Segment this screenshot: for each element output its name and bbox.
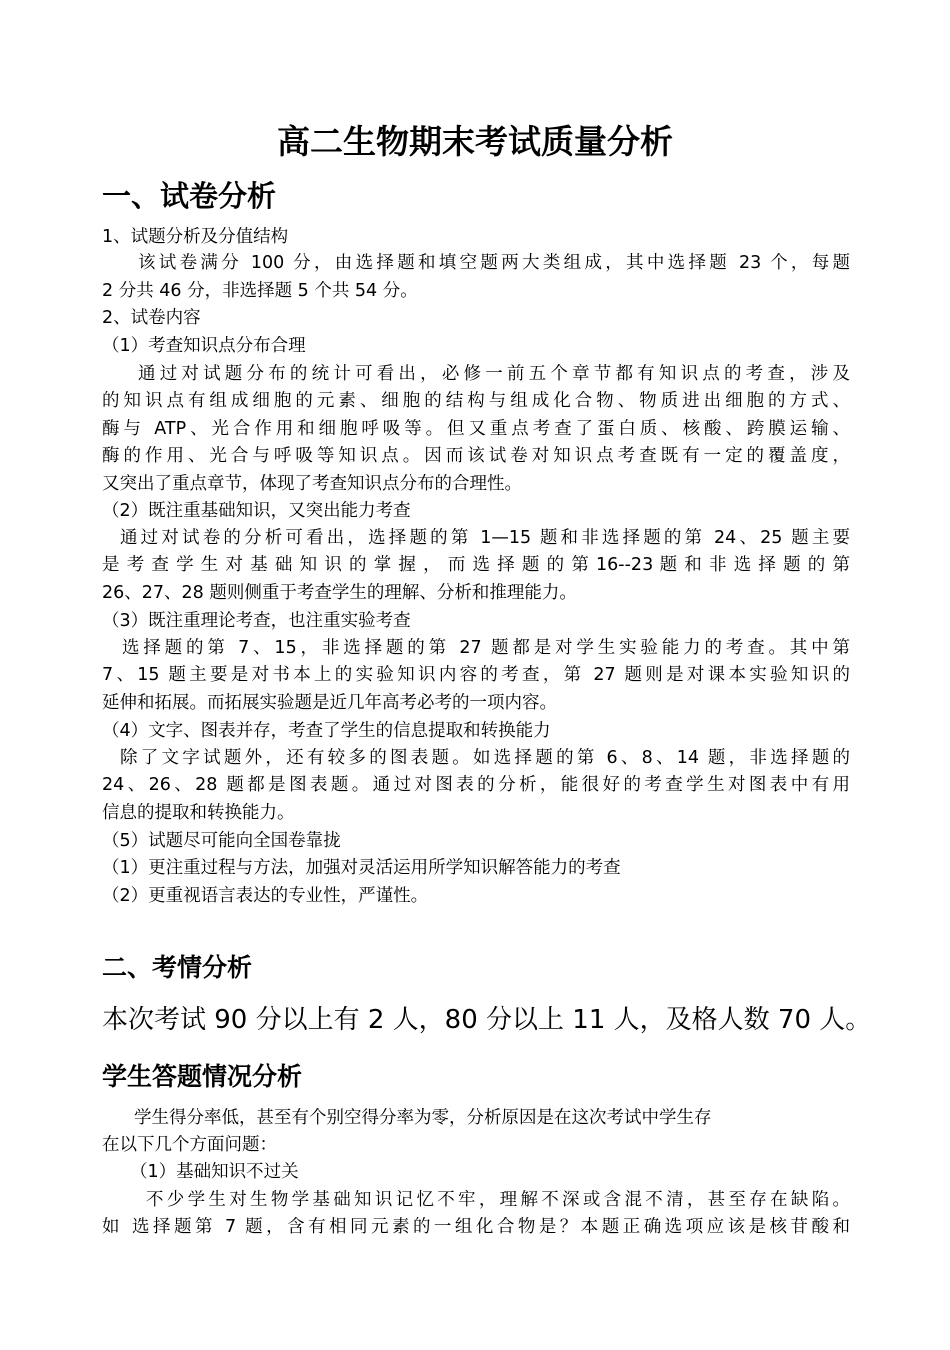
paragraph-line: （4）文字、图表并存，考查了学生的信息提取和转换能力 <box>102 721 551 741</box>
paragraph-line: 是 考 查 学 生 对 基 础 知 识 的 掌 握 ， 而 选 择 题 的 第 16--23 题 和 非 选 择 题 的 第 <box>102 555 850 575</box>
paragraph-line: （1）基础知识不过关 <box>130 1162 299 1182</box>
paragraph-line: 酶与 ATP、光合作用和细胞呼吸等。但又重点考查了蛋白质、核酸、跨膜运输、 <box>102 419 850 439</box>
paragraph-line: 酶的作用、光合与呼吸等知识点。因而该试卷对知识点考查既有一定的覆盖度， <box>102 446 850 466</box>
section-heading-exam-results: 二、考情分析 <box>102 953 253 982</box>
paragraph-line: 除了文字试题外，还有较多的图表题。如选择题的第 6、8、14 题，非选择题的 <box>120 748 850 768</box>
paragraph-line: 不少学生对生物学基础知识记忆不牢，理解不深或含混不清，甚至存在缺陷。 <box>146 1190 850 1210</box>
paragraph-line: 选择题的第 7、15，非选择题的第 27 题都是对学生实验能力的考查。其中第 <box>122 638 850 658</box>
page-title: 高二生物期末考试质量分析 <box>277 122 673 161</box>
paragraph-line: 该试卷满分 100 分，由选择题和填空题两大类组成，其中选择题 23 个，每题 <box>138 253 850 273</box>
paragraph-line: （1）更注重过程与方法，加强对灵活运用所学知识解答能力的考查 <box>102 858 621 878</box>
paragraph-line: 在以下几个方面问题： <box>102 1135 277 1155</box>
paragraph-line: 26、27、28 题则侧重于考查学生的理解、分析和推理能力。 <box>102 583 577 603</box>
paragraph-line: （2）既注重基础知识，又突出能力考查 <box>102 501 411 521</box>
paragraph-line: 的知识点有组成细胞的元素、细胞的结构与组成化合物、物质进出细胞的方式、 <box>102 391 850 411</box>
paragraph-line: 学生得分率低，甚至有个别空得分率为零，分析原因是在这次考试中学生存 <box>134 1108 712 1128</box>
paragraph-line: 信息的提取和转换能力。 <box>102 803 295 823</box>
paragraph-line: 通过对试卷的分析可看出，选择题的第 1—15 题和非选择题的第 24、25 题主要 <box>120 528 850 548</box>
paragraph-line: 通过对试题分布的统计可看出，必修一前五个章节都有知识点的考查，涉及 <box>138 364 850 384</box>
paragraph-line: 2 分共 46 分，非选择题 5 个共 54 分。 <box>102 281 418 301</box>
paragraph-line: 又突出了重点章节，体现了考查知识点分布的合理性。 <box>102 474 522 494</box>
paragraph-line: （1）考查知识点分布合理 <box>102 336 306 356</box>
section-heading-answer-analysis: 学生答题情况分析 <box>102 1062 303 1091</box>
paragraph-line: 2、试卷内容 <box>102 308 201 328</box>
paragraph-line: （2）更重视语言表达的专业性，严谨性。 <box>102 886 429 906</box>
paragraph-line: 7、15 题主要是对书本上的实验知识内容的考查，第 27 题则是对课本实验知识的 <box>102 665 850 685</box>
paragraph-line: 延伸和拓展。而拓展实验题是近几年高考必考的一项内容。 <box>102 693 557 713</box>
paragraph-line: 1、试题分析及分值结构 <box>102 227 289 247</box>
section-heading-paper-analysis: 一、试卷分析 <box>102 179 277 213</box>
paragraph-line: 24、26、28 题都是图表题。通过对图表的分析，能很好的考查学生对图表中有用 <box>102 775 850 795</box>
paragraph-line: （5）试题尽可能向全国卷靠拢 <box>102 831 341 851</box>
paragraph-line: 如 选择题第 7 题，含有相同元素的一组化合物是？本题正确选项应该是核苷酸和 <box>102 1217 850 1237</box>
exam-summary: 本次考试 90 分以上有 2 人，80 分以上 11 人，及格人数 70 人。 <box>102 1005 872 1035</box>
paragraph-line: （3）既注重理论考查，也注重实验考查 <box>102 611 411 631</box>
